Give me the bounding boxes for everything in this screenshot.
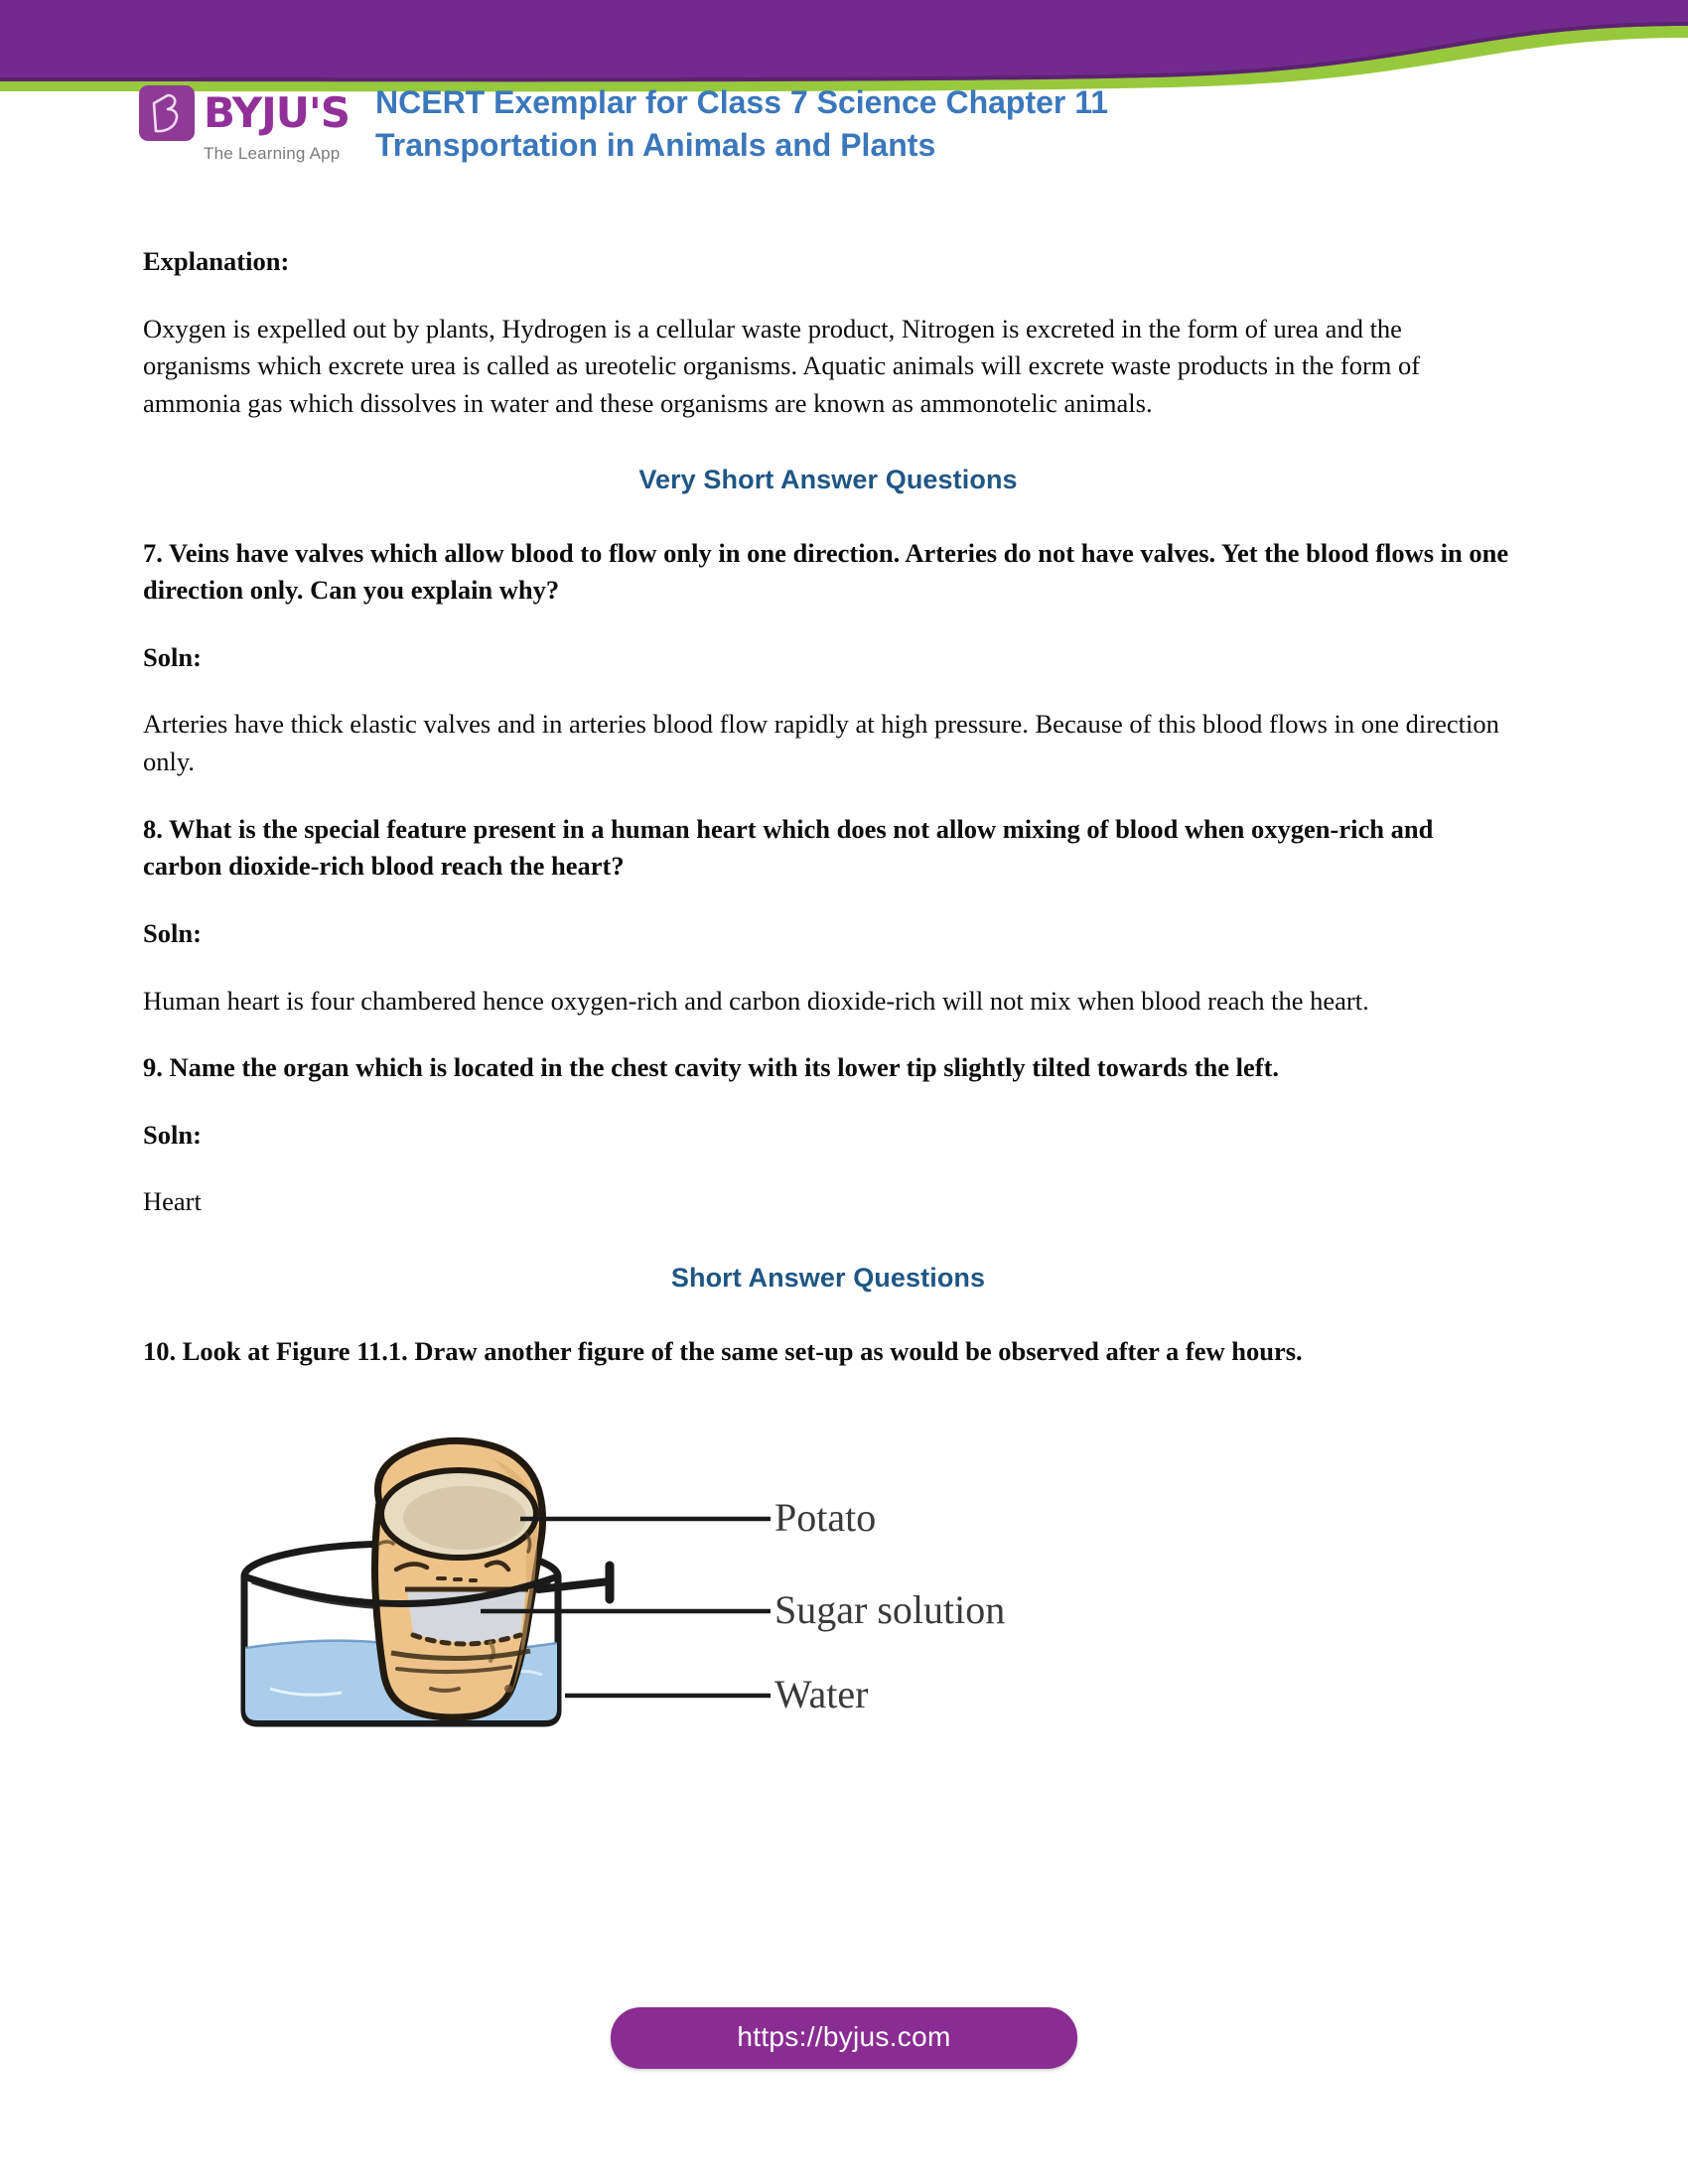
question-9: 9. Name the organ which is located in the chest cavity with its lower tip slightly tilted towards the left. (143, 1052, 1280, 1083)
soln-8-label: Soln: (143, 917, 202, 948)
potato-eye-dot (504, 1685, 512, 1693)
explanation-text: Oxygen is expelled out by plants, Hydrogen is a cellular waste product, Nitrogen is excreted in the form of urea and the organisms which excrete urea is called as ureotelic organisms. Aquatic animals will excrete waste products in the form of ammonia gas which dissolves in water and these organisms are known as ammonotelic animals. (143, 313, 1421, 418)
banner-purple-shape (0, 0, 1688, 81)
potato-texture-5 (431, 1689, 459, 1691)
figure-11-1 (143, 1423, 1513, 1750)
explanation-label: Explanation: (143, 246, 290, 276)
document-body (143, 243, 1513, 1750)
soln-7-label: Soln: (143, 641, 202, 672)
potato-texture-3 (438, 1578, 476, 1580)
byjus-tagline: The Learning App (204, 144, 341, 163)
figure-label-potato: Potato (774, 1494, 877, 1540)
page-title-line-2: Transportation in Animals and Plants (375, 126, 936, 163)
soln-9-text: Heart (143, 1186, 202, 1217)
question-8: 8. What is the special feature present in a human heart which does not allow mixing of blood when oxygen-rich and carbon dioxide-rich blood reach the heart? (143, 813, 1434, 882)
page-title (375, 77, 1108, 166)
potato-osmometer-diagram (193, 1423, 1186, 1740)
page-title-line-1: NCERT Exemplar for Class 7 Science Chapter 11 (375, 84, 1109, 120)
byjus-logo (139, 77, 352, 164)
soln-7-text: Arteries have thick elastic valves and in arteries blood flow rapidly at high pressure. Because of this blood flows in one direction only. (143, 709, 1499, 776)
soln-8-text: Human heart is four chambered hence oxygen-rich and carbon dioxide-rich will not mix when blood reach the heart. (143, 985, 1369, 1016)
soln-9-label: Soln: (143, 1119, 202, 1150)
page-footer (0, 2007, 1688, 2069)
potato-texture-6 (379, 1542, 393, 1544)
question-10: 10. Look at Figure 11.1. Draw another figure of the same set-up as would be observed after a few hours. (143, 1336, 1303, 1366)
section-heading-very-short-answer: Very Short Answer Questions (638, 464, 1018, 494)
figure-label-water: Water (774, 1671, 869, 1716)
figure-label-sugar-solution: Sugar solution (774, 1586, 1006, 1632)
question-7: 7. Veins have valves which allow blood to flow only in one direction. Arteries do not have valves. Yet the blood flows in one direction only. Can you explain why? (143, 537, 1509, 606)
document-header (139, 77, 1549, 166)
byjus-wordmark: BYJU'S (204, 88, 350, 137)
section-heading-short-answer: Short Answer Questions (670, 1263, 986, 1293)
byjus-url-button[interactable]: https://byjus.com (611, 2007, 1077, 2069)
potato-cavity-inner-shade (403, 1486, 526, 1550)
byjus-logo-icon (139, 85, 195, 141)
